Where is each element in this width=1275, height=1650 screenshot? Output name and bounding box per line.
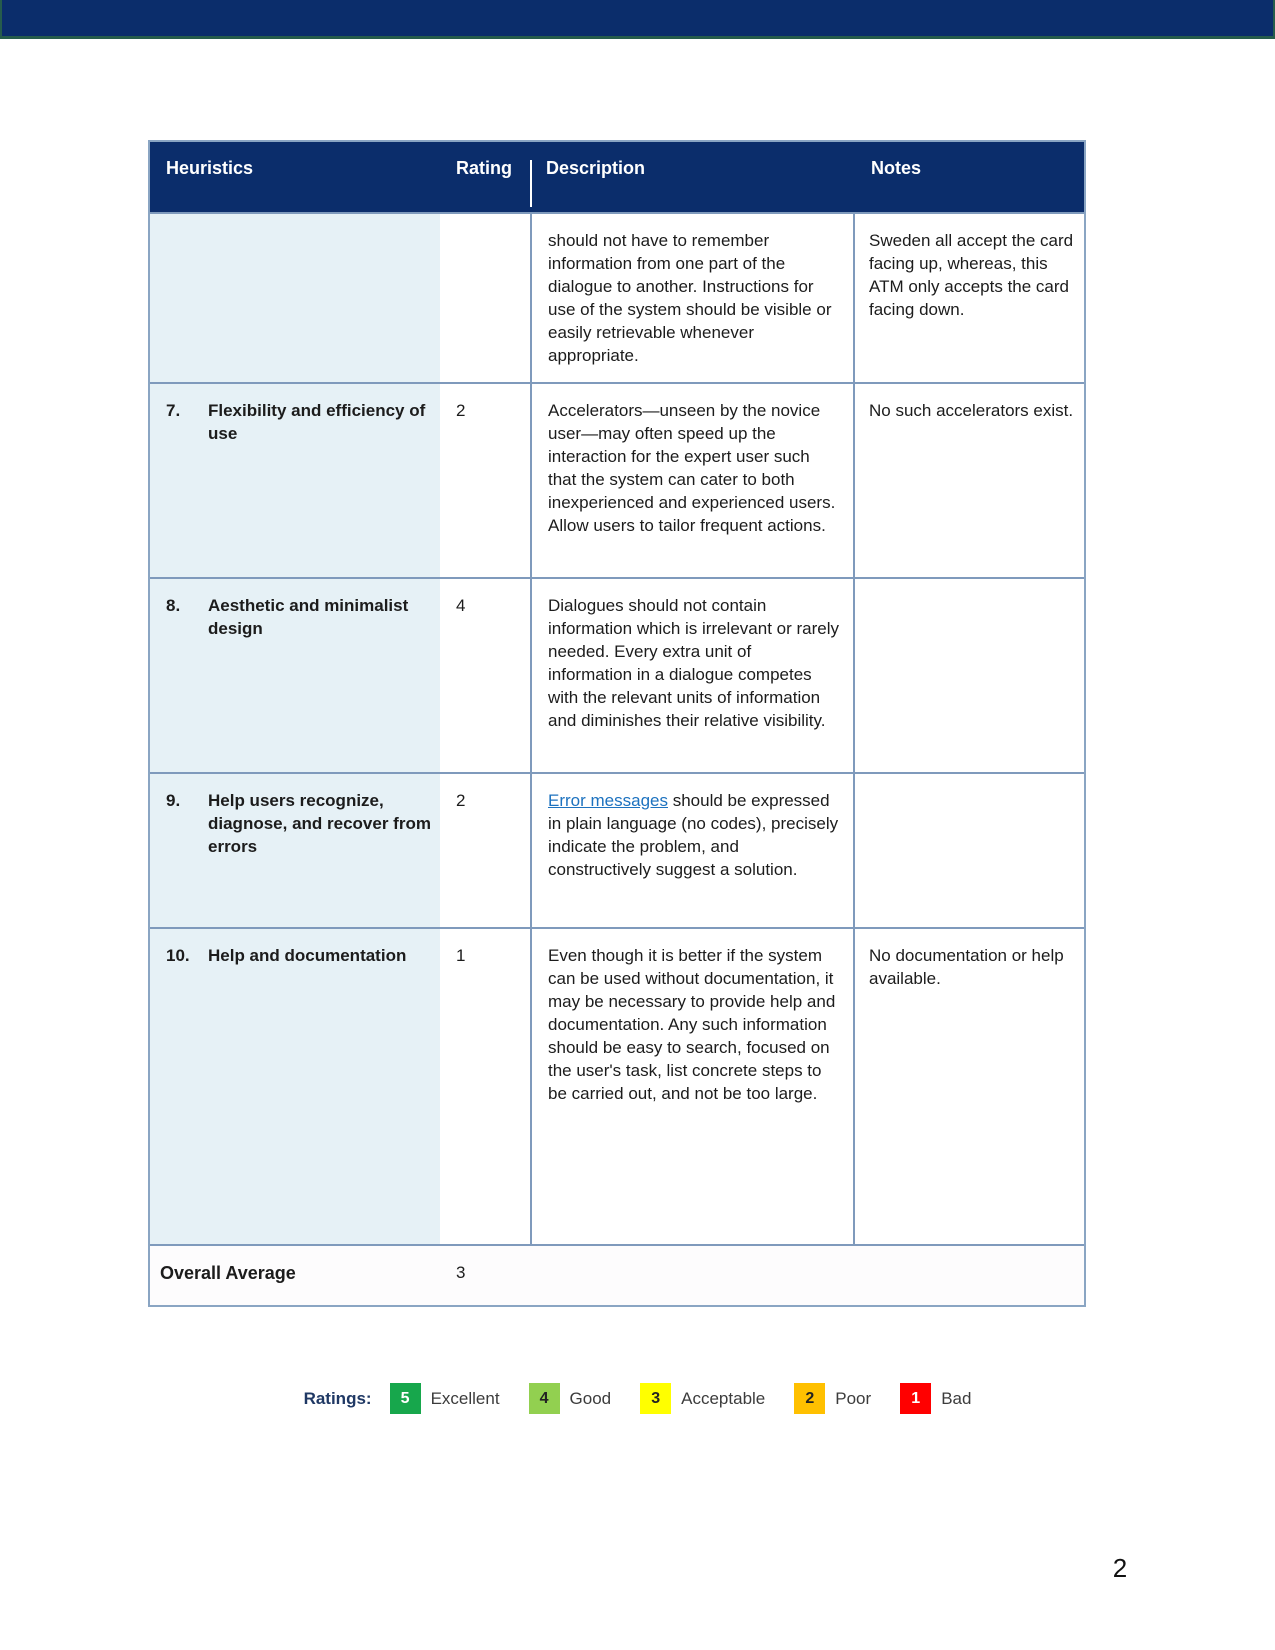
ratings-legend (0, 1383, 1275, 1414)
heuristic-name: Flexibility and efficiency of use (208, 401, 426, 443)
description-cell: should not have to remember information from one part of the dialogue to another. Instructions for use of the system should be visible or easily retrievable whenever appropriate. (530, 214, 855, 382)
heuristic-number: 7. (166, 401, 181, 420)
header-description: Description (546, 158, 646, 178)
legend-item-excellent (390, 1383, 500, 1414)
rating-1-swatch: 1 (900, 1383, 931, 1414)
table-row-9 (150, 772, 1084, 927)
rating-cell: 2 (456, 401, 466, 420)
rating-cell: 2 (456, 791, 466, 810)
legend-item-bad (900, 1383, 971, 1414)
legend-item-good (529, 1383, 612, 1414)
table-row-8 (150, 577, 1084, 772)
overall-average-label: Overall Average (160, 1263, 296, 1283)
overall-average-value: 3 (456, 1263, 466, 1282)
table-header-row (150, 142, 1084, 212)
error-messages-link[interactable]: Error messages (548, 791, 668, 810)
heuristic-name: Help users recognize, diagnose, and recover from errors (208, 791, 431, 856)
notes-cell: No documentation or help available. (869, 946, 1064, 988)
header-heuristics: Heuristics (166, 158, 254, 178)
heuristic-name: Help and documentation (208, 946, 407, 965)
rating-cell: 4 (456, 596, 466, 615)
rating-1-label: Bad (941, 1388, 972, 1408)
description-cell (530, 774, 855, 927)
header-divider-line (530, 160, 532, 207)
description-cell: Accelerators—unseen by the novice user—may often speed up the interaction for the expert user such that the system can cater to both inexperienced and experienced users. Allow users to tailor frequent actions. (530, 384, 855, 577)
rating-5-label: Excellent (430, 1388, 500, 1408)
heuristic-cell (150, 579, 440, 772)
heuristic-number: 10. (166, 946, 190, 965)
rating-4-label: Good (569, 1388, 612, 1408)
ratings-legend-label: Ratings: (303, 1388, 372, 1408)
table-row-7 (150, 382, 1084, 577)
table-row-continuation (150, 212, 1084, 382)
legend-item-acceptable (640, 1383, 765, 1414)
heuristic-cell (150, 384, 440, 577)
notes-cell: Sweden all accept the card facing up, whereas, this ATM only accepts the card facing down. (869, 231, 1074, 319)
heuristic-cell (150, 214, 440, 382)
top-banner-bar (0, 0, 1275, 39)
rating-4-swatch: 4 (529, 1383, 560, 1414)
rating-3-swatch: 3 (640, 1383, 671, 1414)
notes-cell (855, 579, 1084, 772)
heuristic-cell (150, 929, 440, 1244)
header-notes: Notes (871, 158, 922, 178)
notes-cell (855, 774, 1084, 927)
overall-average-row (150, 1244, 1084, 1305)
legend-item-poor (794, 1383, 871, 1414)
heuristic-cell (150, 774, 440, 927)
description-cell: Even though it is better if the system can be used without documentation, it may be necessary to provide help and documentation. Any such information should be easy to search, focused on the user's task, list concrete steps to be carried out, and not be too large. (530, 929, 855, 1244)
heuristic-name: Aesthetic and minimalist design (208, 596, 409, 638)
heuristic-number: 8. (166, 596, 181, 615)
rating-2-label: Poor (835, 1388, 872, 1408)
header-rating: Rating (456, 158, 512, 178)
description-cell: Dialogues should not contain information which is irrelevant or rarely needed. Every extra unit of information in a dialogue competes with the relevant units of information and diminishes their relative visibility. (530, 579, 855, 772)
rating-cell (440, 214, 530, 382)
page-number: 2 (1112, 1553, 1128, 1583)
rating-5-swatch: 5 (390, 1383, 421, 1414)
table-row-10 (150, 927, 1084, 1244)
rating-cell: 1 (456, 946, 466, 965)
heuristic-number: 9. (166, 791, 181, 810)
rating-3-label: Acceptable (681, 1388, 766, 1408)
heuristics-table (148, 140, 1086, 1307)
notes-cell: No such accelerators exist. (869, 401, 1074, 420)
description-text: should be expressed in plain language (no codes), precisely indicate the problem, and constructively suggest a solution. (548, 791, 839, 879)
rating-2-swatch: 2 (794, 1383, 825, 1414)
